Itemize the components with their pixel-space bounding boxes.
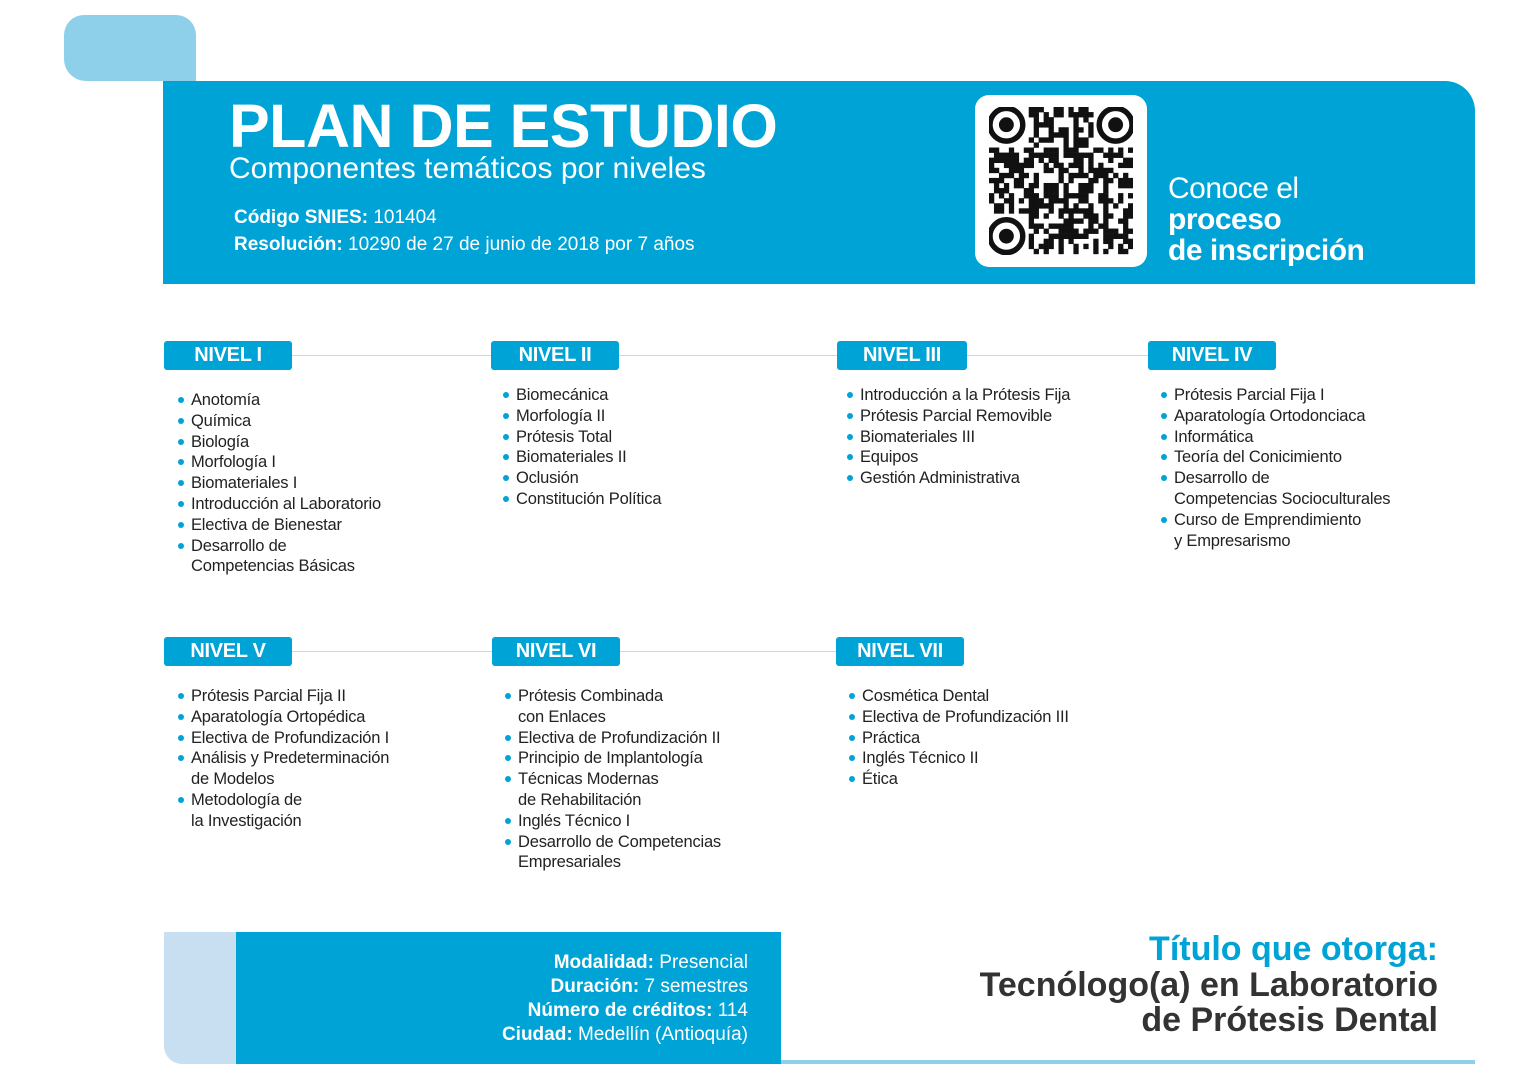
snies-line — [234, 204, 695, 231]
header-banner — [163, 81, 1475, 284]
ciudad-line — [502, 1023, 748, 1047]
modalidad-value: Presencial — [654, 952, 748, 973]
list-item: Biomateriales III — [846, 427, 1070, 448]
list-item: Cosmética Dental — [848, 686, 1069, 707]
list-item: Práctica — [848, 728, 1069, 749]
level-5-badge: NIVEL V — [164, 637, 292, 666]
level-4-badge: NIVEL IV — [1148, 341, 1276, 370]
level-2-badge: NIVEL II — [491, 341, 619, 370]
list-item: Morfología II — [502, 406, 661, 427]
creditos-line — [528, 999, 748, 1023]
cta-line-1: Conoce el — [1168, 172, 1299, 205]
list-item: Inglés Técnico II — [848, 748, 1069, 769]
list-item: Análisis y Predeterminación de Modelos — [177, 748, 389, 790]
list-item: Prótesis Parcial Removible — [846, 406, 1070, 427]
level-3-list — [846, 385, 1070, 489]
program-meta — [234, 204, 695, 258]
list-item: Aparatología Ortodonciaca — [1160, 406, 1390, 427]
creditos-label: Número de créditos: — [527, 1000, 713, 1021]
list-item: Aparatología Ortopédica — [177, 707, 389, 728]
level-7-list — [848, 686, 1069, 790]
resolution-line — [234, 231, 695, 258]
level-row-1-line — [164, 355, 1274, 356]
bottom-divider — [781, 1060, 1475, 1064]
list-item: Electiva de Bienestar — [177, 515, 381, 536]
program-info-box — [236, 932, 781, 1064]
list-item: Prótesis Total — [502, 427, 661, 448]
snies-value: 101404 — [368, 207, 437, 228]
list-item: Informática — [1160, 427, 1390, 448]
page-subtitle: Componentes temáticos por niveles — [229, 152, 706, 185]
list-item: Oclusión — [502, 468, 661, 489]
list-item: Biomecánica — [502, 385, 661, 406]
list-item: Técnicas Modernas de Rehabilitación — [504, 769, 721, 811]
list-item: Biología — [177, 432, 381, 453]
list-item: Introducción a la Prótesis Fija — [846, 385, 1070, 406]
list-item: Biomateriales I — [177, 473, 381, 494]
corner-tab-decoration — [64, 15, 196, 81]
level-2-list — [502, 385, 661, 510]
list-item: Desarrollo de Competencias Básicas — [177, 536, 381, 578]
program-info-panel — [164, 932, 781, 1064]
list-item: Principio de Implantología — [504, 748, 721, 769]
resolution-value: 10290 de 27 de junio de 2018 por 7 años — [342, 234, 695, 255]
level-1-badge: NIVEL I — [164, 341, 292, 370]
level-5-list — [177, 686, 389, 832]
creditos-value: 114 — [712, 1000, 748, 1021]
level-1-list — [177, 390, 381, 577]
resolution-label: Resolución: — [234, 234, 343, 255]
registration-cta[interactable] — [1168, 173, 1364, 266]
list-item: Prótesis Combinada con Enlaces — [504, 686, 721, 728]
modalidad-label: Modalidad: — [553, 952, 654, 973]
list-item: Curso de Emprendimiento y Empresarismo — [1160, 510, 1390, 552]
level-6-badge: NIVEL VI — [492, 637, 620, 666]
list-item: Metodología de la Investigación — [177, 790, 389, 832]
list-item: Equipos — [846, 447, 1070, 468]
level-3-badge: NIVEL III — [837, 341, 967, 370]
cta-line-3: de inscripción — [1168, 234, 1365, 267]
duracion-label: Duración: — [550, 976, 640, 997]
modalidad-line — [554, 951, 748, 975]
list-item: Prótesis Parcial Fija II — [177, 686, 389, 707]
list-item: Química — [177, 411, 381, 432]
list-item: Electiva de Profundización II — [504, 728, 721, 749]
level-4-list — [1160, 385, 1390, 551]
list-item: Desarrollo de Competencias Socioculturales — [1160, 468, 1390, 510]
list-item: Gestión Administrativa — [846, 468, 1070, 489]
degree-title: Tecnólogo(a) en Laboratorio de Prótesis Dental — [979, 966, 1438, 1039]
ciudad-label: Ciudad: — [501, 1024, 573, 1045]
duracion-value: 7 semestres — [639, 976, 748, 997]
page-title: PLAN DE ESTUDIO — [229, 92, 778, 160]
list-item: Ética — [848, 769, 1069, 790]
list-item: Prótesis Parcial Fija I — [1160, 385, 1390, 406]
list-item: Constitución Política — [502, 489, 661, 510]
list-item: Teoría del Conicimiento — [1160, 447, 1390, 468]
snies-label: Código SNIES: — [234, 207, 369, 228]
list-item: Morfología I — [177, 452, 381, 473]
list-item: Anotomía — [177, 390, 381, 411]
list-item: Electiva de Profundización I — [177, 728, 389, 749]
list-item: Desarrollo de Competencias Empresariales — [504, 832, 721, 874]
degree-label: Título que otorga: — [1149, 930, 1438, 968]
list-item: Inglés Técnico I — [504, 811, 721, 832]
duracion-line — [551, 975, 748, 999]
cta-line-2: proceso — [1168, 203, 1282, 236]
list-item: Biomateriales II — [502, 447, 661, 468]
list-item: Electiva de Profundización III — [848, 707, 1069, 728]
level-7-badge: NIVEL VII — [836, 637, 964, 666]
ciudad-value: Medellín (Antioquía) — [572, 1024, 748, 1045]
level-6-list — [504, 686, 721, 873]
list-item: Introducción al Laboratorio — [177, 494, 381, 515]
qr-code-icon — [989, 107, 1133, 255]
qr-code[interactable] — [975, 95, 1147, 267]
